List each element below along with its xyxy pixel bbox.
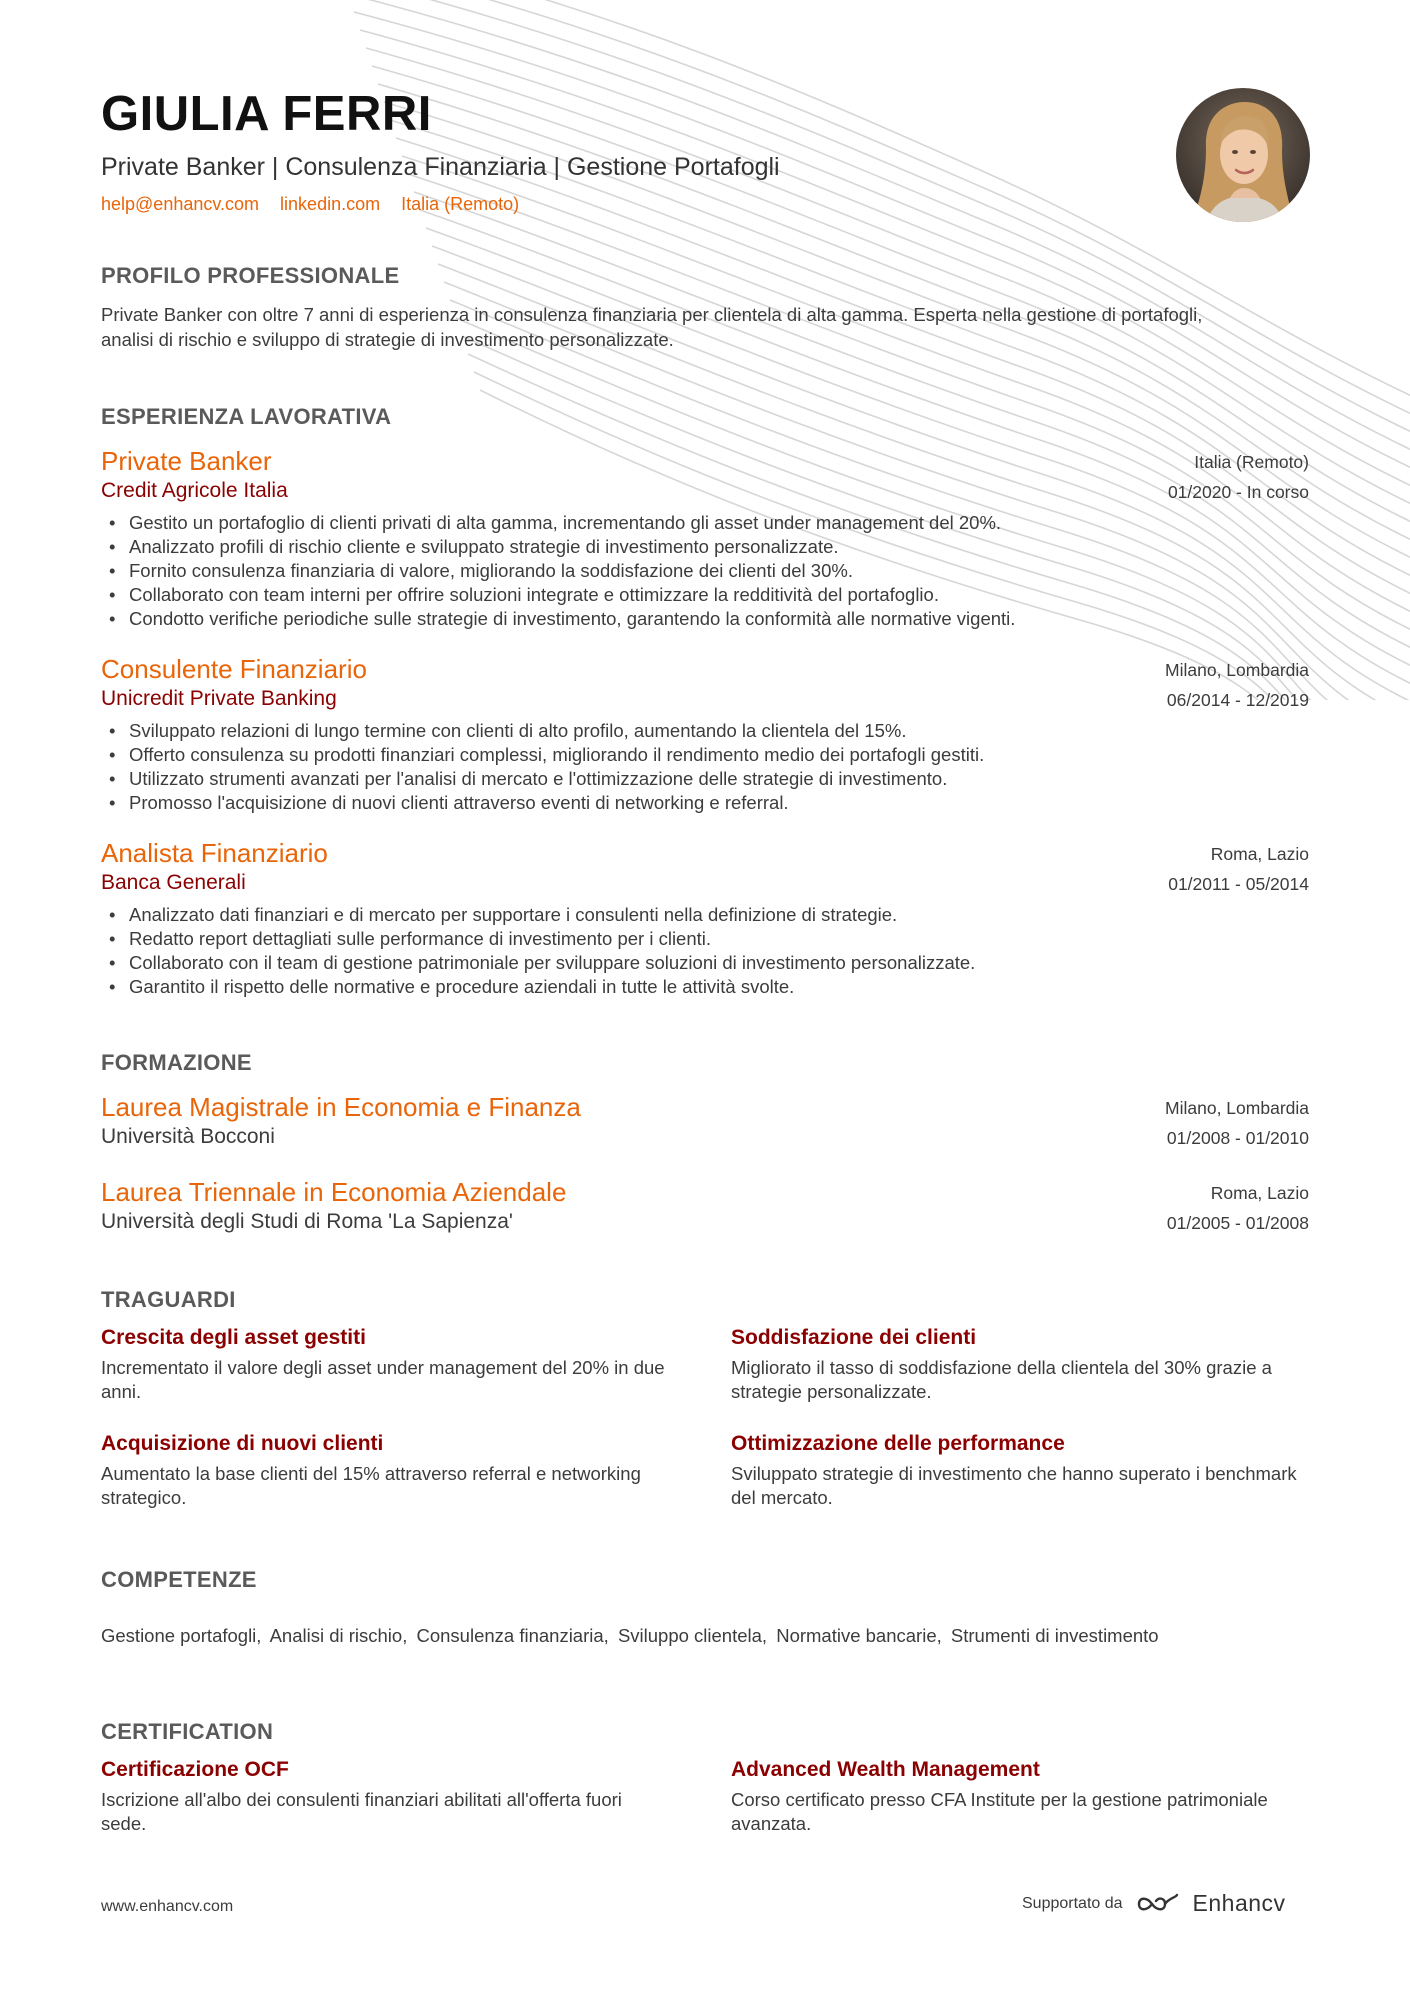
job-location: Milano, Lombardia [1165, 660, 1309, 680]
experience-entry [101, 653, 1309, 815]
bullet-item: • Fornito consulenza finanziaria di valore, migliorando la soddisfazione dei clienti del 30%. [101, 559, 1309, 583]
achievement-title: Acquisizione di nuovi clienti [101, 1432, 384, 1455]
achievements-section [101, 1286, 1309, 1510]
certification-text: Corso certificato presso CFA Institute per la gestione patrimoniale avanzata. [731, 1789, 1268, 1834]
contact-line [101, 192, 1181, 216]
education-dates: 01/2008 - 01/2010 [1166, 1128, 1309, 1148]
experience-section [101, 403, 1309, 999]
job-title: Consulente Finanziario [101, 654, 367, 684]
achievements-grid [101, 1324, 1309, 1510]
education-location: Milano, Lombardia [1165, 1098, 1309, 1118]
avatar [1176, 88, 1310, 222]
school-name: Università Bocconi [101, 1125, 275, 1148]
education-dates: 01/2005 - 01/2008 [1166, 1213, 1309, 1233]
resume-header [101, 84, 1181, 216]
brand-name: Enhancv [1192, 1890, 1286, 1916]
linkedin-link[interactable]: linkedin.com [280, 194, 381, 214]
experience-title: ESPERIENZA LAVORATIVA [101, 404, 392, 429]
certification-card [731, 1756, 1309, 1836]
candidate-name: GIULIA FERRI [101, 87, 432, 141]
experience-entry [101, 837, 1309, 999]
education-entry [101, 1176, 1309, 1236]
certification-card [101, 1756, 731, 1836]
bullet-item: • Collaborato con il team di gestione patrimoniale per sviluppare soluzioni di investimento personalizzate. [101, 951, 1309, 975]
certifications-section [101, 1718, 1309, 1836]
bullet-item: • Sviluppato relazioni di lungo termine con clienti di alto profilo, aumentando la clientela del 15%. [101, 719, 1309, 743]
achievement-text: Incrementato il valore degli asset under management del 20% in due anni. [101, 1357, 665, 1402]
certifications-title: CERTIFICATION [101, 1719, 274, 1744]
education-section [101, 1049, 1309, 1236]
candidate-headline: Private Banker | Consulenza Finanziaria | Gestione Portafogli [101, 153, 780, 181]
certifications-grid [101, 1756, 1309, 1836]
degree-title: Laurea Triennale in Economia Aziendale [101, 1177, 567, 1207]
bullet-item: • Promosso l'acquisizione di nuovi clienti attraverso eventi di networking e referral. [101, 791, 1309, 815]
achievement-text: Sviluppato strategie di investimento che hanno superato i benchmark del mercato. [731, 1463, 1297, 1508]
company-name: Unicredit Private Banking [101, 687, 337, 710]
bullet-item: • Analizzato dati finanziari e di mercato per supportare i consulenti nella definizione di strategie. [101, 903, 1309, 927]
summary-text: Private Banker con oltre 7 anni di esperienza in consulenza finanziaria per clientela di alta gamma. Esperta nella gestione di portafogli, analisi di rischio e sviluppo di strategie di investimento personalizzate. [101, 304, 1203, 350]
achievement-card [731, 1430, 1309, 1510]
education-title: FORMAZIONE [101, 1050, 252, 1075]
achievement-card [101, 1430, 731, 1510]
skills-list [101, 1624, 1309, 1648]
education-meta [1167, 1178, 1309, 1238]
footer-branding [1022, 1890, 1286, 1917]
bullet-item: • Offerto consulenza su prodotti finanziari complessi, migliorando il rendimento medio dei portafogli gestiti. [101, 743, 1309, 767]
achievement-title: Crescita degli asset gestiti [101, 1326, 366, 1349]
bullet-item: • Analizzato profili di rischio cliente e sviluppato strategie di investimento personalizzate. [101, 535, 1309, 559]
skill-item: Analisi di rischio, [269, 1625, 408, 1646]
powered-by-text: Supportato da [1022, 1894, 1123, 1912]
achievement-text: Migliorato il tasso di soddisfazione della clientela del 30% grazie a strategie personalizzate. [731, 1357, 1272, 1402]
bullet-item: • Utilizzato strumenti avanzati per l'analisi di mercato e l'ottimizzazione delle strategie di investimento. [101, 767, 1309, 791]
skill-item: Normative bancarie, [776, 1625, 942, 1646]
certification-text: Iscrizione all'albo dei consulenti finanziari abilitati all'offerta fuori sede. [101, 1789, 622, 1834]
skill-item: Gestione portafogli, [101, 1625, 262, 1646]
summary-title: PROFILO PROFESSIONALE [101, 263, 400, 288]
skills-section [101, 1566, 1309, 1648]
job-location: Roma, Lazio [1210, 844, 1309, 864]
job-dates: 06/2014 - 12/2019 [1166, 690, 1309, 710]
education-meta [1165, 1093, 1309, 1153]
job-meta [1168, 839, 1309, 899]
skill-item: Strumenti di investimento [950, 1625, 1159, 1646]
job-bullets [101, 903, 1309, 999]
bullet-item: • Gestito un portafoglio di clienti privati di alta gamma, incrementando gli asset under management del 20%. [101, 511, 1309, 535]
company-name: Banca Generali [101, 871, 246, 894]
summary-section [101, 262, 1309, 352]
job-location: Italia (Remoto) [1194, 452, 1309, 472]
experience-entry [101, 445, 1309, 631]
job-meta [1168, 447, 1309, 507]
achievements-title: TRAGUARDI [101, 1287, 236, 1312]
achievement-title: Soddisfazione dei clienti [731, 1326, 977, 1349]
job-meta [1165, 655, 1309, 715]
job-bullets [101, 511, 1309, 631]
bullet-item: • Garantito il rispetto delle normative e procedure aziendali in tutte le attività svolte. [101, 975, 1309, 999]
enhancv-logo-icon [1135, 1892, 1181, 1916]
education-location: Roma, Lazio [1210, 1183, 1309, 1203]
achievement-text: Aumentato la base clienti del 15% attraverso referral e networking strategico. [101, 1463, 641, 1508]
skills-title: COMPETENZE [101, 1567, 257, 1592]
skill-item: Consulenza finanziaria, [416, 1625, 609, 1646]
footer-website[interactable]: www.enhancv.com [101, 1898, 234, 1915]
email-link[interactable]: help@enhancv.com [101, 194, 260, 214]
bullet-item: • Redatto report dettagliati sulle performance di investimento per i clienti. [101, 927, 1309, 951]
avatar-portrait-image [1176, 88, 1310, 222]
location-text: Italia (Remoto) [401, 194, 520, 214]
company-name: Credit Agricole Italia [101, 479, 288, 502]
achievement-card [731, 1324, 1309, 1404]
bullet-item: • Collaborato con team interni per offrire soluzioni integrate e ottimizzare la redditività del portafoglio. [101, 583, 1309, 607]
job-title: Analista Finanziario [101, 838, 328, 868]
achievement-title: Ottimizzazione delle performance [731, 1432, 1065, 1455]
achievement-card [101, 1324, 731, 1404]
job-dates: 01/2011 - 05/2014 [1168, 874, 1309, 894]
wave-line [348, 0, 1410, 454]
job-title: Private Banker [101, 446, 272, 476]
certification-title: Certificazione OCF [101, 1758, 289, 1781]
school-name: Università degli Studi di Roma 'La Sapienza' [101, 1210, 513, 1233]
job-bullets [101, 719, 1309, 815]
certification-title: Advanced Wealth Management [731, 1758, 1040, 1781]
degree-title: Laurea Magistrale in Economia e Finanza [101, 1092, 581, 1122]
skill-item: Sviluppo clientela, [617, 1625, 768, 1646]
bullet-item: • Condotto verifiche periodiche sulle strategie di investimento, garantendo la conformità alle normative vigenti. [101, 607, 1309, 631]
job-dates: 01/2020 - In corso [1167, 482, 1309, 502]
education-entry [101, 1091, 1309, 1151]
